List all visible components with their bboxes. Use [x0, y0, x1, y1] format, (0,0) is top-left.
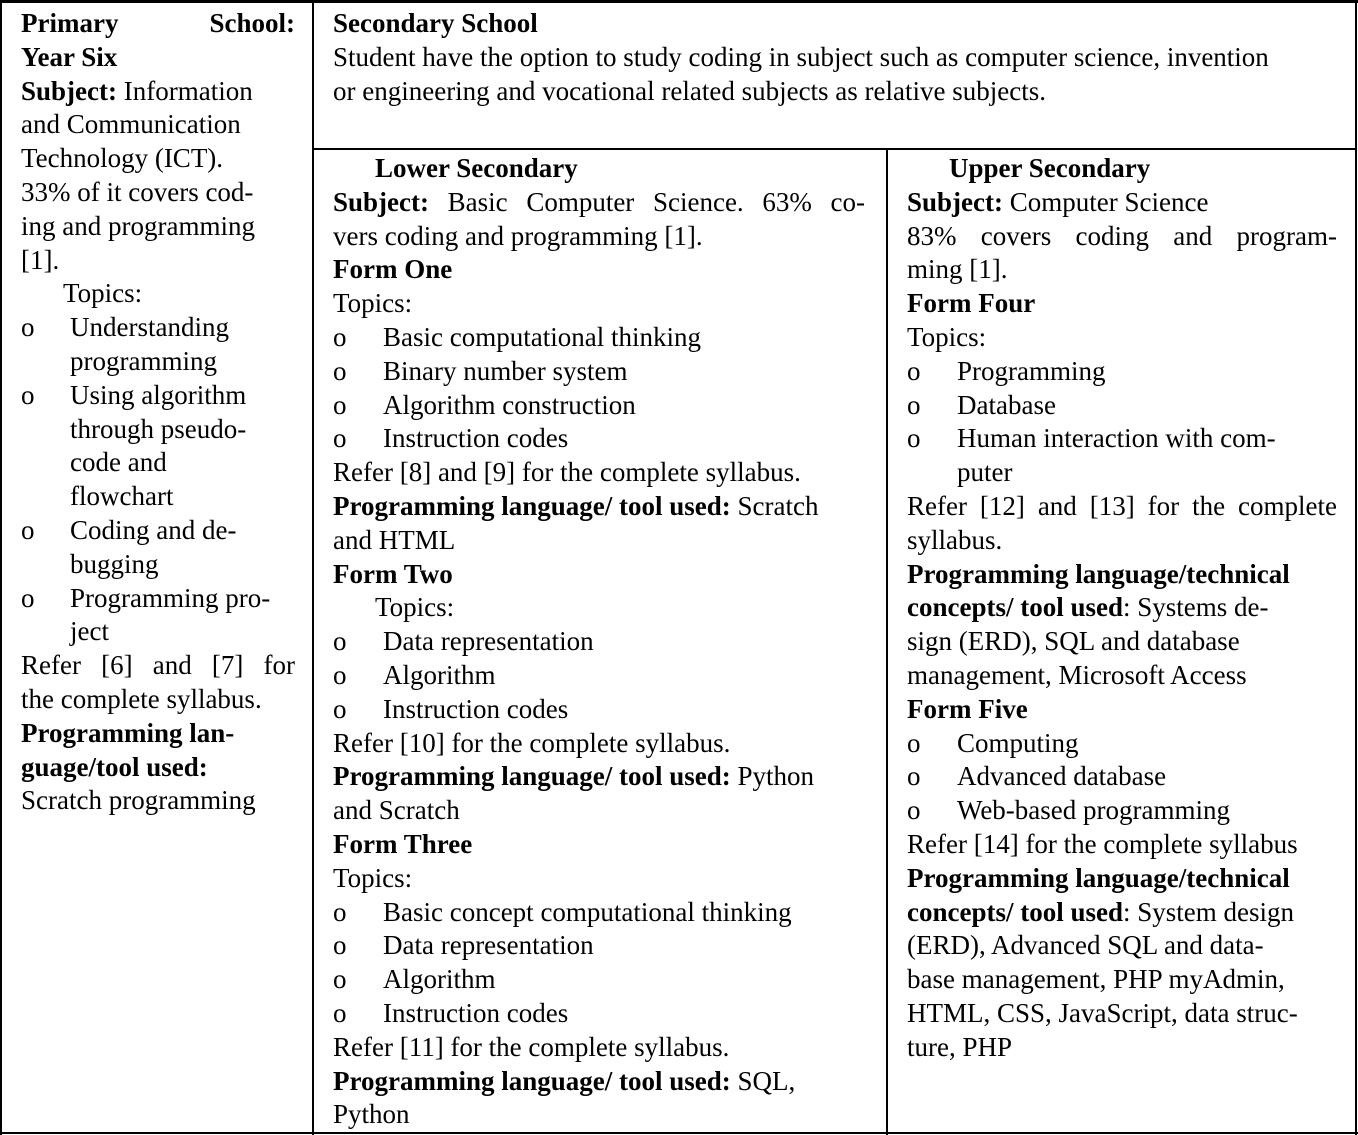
list-item: o Algorithm — [333, 659, 865, 693]
primary-subject-line: 33% of it covers cod- — [21, 176, 254, 207]
lower-subject-line2: vers coding and programming [1]. — [333, 220, 703, 251]
bullet-icon: o — [333, 389, 347, 420]
table-border-right — [1355, 0, 1357, 1135]
lower-secondary-cell — [333, 152, 865, 1132]
primary-prog-label: Programming lan- — [21, 717, 235, 748]
row-divider-secondary — [312, 148, 1357, 150]
primary-prog-label: guage/tool used: — [21, 751, 208, 782]
refer-text: Refer [14] for the complete syllabus — [907, 828, 1298, 859]
prog-language-value: and HTML — [333, 524, 456, 555]
form-two-heading: Form Two — [333, 558, 453, 589]
bullet-icon: o — [333, 964, 347, 995]
refer-text: Refer [8] and [9] for the complete syllabus. — [333, 457, 801, 488]
secondary-school-cell — [333, 7, 1345, 145]
upper-secondary-cell — [907, 152, 1337, 1132]
primary-title-word1: Primary — [21, 8, 119, 38]
prog-language-line: Programming language/ tool used: SQL, — [333, 1065, 796, 1096]
list-item: o Instruction codes — [333, 997, 865, 1031]
bullet-icon: o — [333, 423, 347, 454]
list-item: o Data representation — [333, 625, 865, 659]
primary-title-word2: School: — [209, 8, 295, 38]
list-item: o Binary number system — [333, 355, 865, 389]
list-item: o Algorithm construction — [333, 389, 865, 423]
list-item: o Programming pro- ject — [21, 582, 295, 650]
primary-subject-line: ing and programming — [21, 210, 255, 241]
prog-language-value: management, Microsoft Access — [907, 659, 1247, 690]
list-item: o Instruction codes — [333, 693, 865, 727]
form-five-heading: Form Five — [907, 693, 1028, 724]
form-four-heading: Form Four — [907, 288, 1036, 319]
prog-language-label: Programming language/technical — [907, 558, 1290, 589]
primary-subject-line: Technology (ICT). — [21, 143, 224, 174]
primary-topics-label: Topics: — [63, 278, 143, 309]
prog-language-value: Python — [333, 1099, 410, 1130]
bullet-icon: o — [21, 582, 35, 613]
prog-language-value: (ERD), Advanced SQL and data- — [907, 930, 1264, 961]
list-item: o Web-based programming — [907, 794, 1337, 828]
bullet-icon: o — [333, 997, 347, 1028]
prog-language-value: sign (ERD), SQL and database — [907, 626, 1240, 657]
prog-language-value: ture, PHP — [907, 1031, 1013, 1062]
bullet-icon: o — [21, 312, 35, 343]
bullet-icon: o — [333, 896, 347, 927]
column-divider-primary — [312, 0, 314, 1135]
topics-label: Topics: — [333, 862, 413, 893]
bullet-icon: o — [21, 379, 35, 410]
list-item: o Database — [907, 389, 1337, 423]
upper-secondary-title: Upper Secondary — [949, 153, 1151, 183]
list-item: o Human interaction with com- puter — [907, 422, 1337, 490]
topics-label: Topics: — [375, 592, 455, 623]
list-item: o Algorithm — [333, 963, 865, 997]
bullet-icon: o — [907, 795, 921, 826]
lower-subject-line1: Subject: Basic Computer Science. 63% co- — [333, 186, 865, 217]
bullet-icon: o — [907, 727, 921, 758]
upper-coverage-line2: ming [1]. — [907, 254, 1008, 285]
list-item: o Programming — [907, 355, 1337, 389]
list-item: o Coding and de- bugging — [21, 514, 295, 582]
list-item: o Basic concept computational thinking — [333, 896, 865, 930]
list-item: o Instruction codes — [333, 422, 865, 456]
prog-language-line: Programming language/ tool used: Scratch — [333, 490, 819, 521]
topics-label: Topics: — [333, 288, 413, 319]
primary-title-line2: Year Six — [21, 41, 118, 72]
prog-language-value: HTML, CSS, JavaScript, data struc- — [907, 997, 1298, 1028]
list-item: o Data representation — [333, 929, 865, 963]
table-border-top — [0, 0, 1358, 3]
lower-secondary-title: Lower Secondary — [375, 153, 578, 183]
secondary-description-line: Student have the option to study coding in subject such as computer science, invention — [333, 41, 1269, 72]
primary-refer-line2: the complete syllabus. — [21, 683, 262, 714]
primary-prog-value: Scratch programming — [21, 785, 256, 816]
bullet-icon: o — [333, 930, 347, 961]
primary-refer-line1: Refer [6] and [7] for — [21, 650, 295, 681]
form-one-heading: Form One — [333, 254, 453, 285]
prog-language-value: and Scratch — [333, 795, 460, 826]
bullet-icon: o — [907, 761, 921, 792]
primary-school-cell — [21, 7, 295, 1127]
prog-language-line: concepts/ tool used: Systems de- — [907, 592, 1269, 623]
table-border-left — [0, 0, 2, 1135]
prog-language-label: Programming language/technical — [907, 862, 1290, 893]
bullet-icon: o — [21, 514, 35, 545]
bullet-icon: o — [907, 355, 921, 386]
bullet-icon: o — [333, 355, 347, 386]
refer-text: Refer [10] for the complete syllabus. — [333, 727, 731, 758]
prog-language-line: Programming language/ tool used: Python — [333, 761, 815, 792]
secondary-title: Secondary School — [333, 8, 538, 38]
primary-subject-line: and Communication — [21, 109, 241, 140]
bullet-icon: o — [333, 626, 347, 657]
upper-refer-line2: syllabus. — [907, 524, 1003, 555]
list-item: o Basic computational thinking — [333, 321, 865, 355]
column-divider-lower-upper — [886, 148, 888, 1135]
list-item: o Computing — [907, 727, 1337, 761]
bullet-icon: o — [333, 659, 347, 690]
table-border-bottom — [0, 1132, 1358, 1134]
primary-subject-line: [1]. — [21, 244, 60, 275]
prog-language-value: base management, PHP myAdmin, — [907, 964, 1285, 995]
bullet-icon: o — [907, 389, 921, 420]
upper-subject: Subject: Computer Science — [907, 186, 1209, 217]
prog-language-line: concepts/ tool used: System design — [907, 896, 1295, 927]
refer-text: Refer [11] for the complete syllabus. — [333, 1031, 730, 1062]
form-three-heading: Form Three — [333, 828, 473, 859]
primary-subject: Subject: Information — [21, 75, 253, 106]
list-item: o Advanced database — [907, 760, 1337, 794]
list-item: o Understanding programming — [21, 311, 295, 379]
upper-refer-line1: Refer [12] and [13] for the complete — [907, 490, 1337, 521]
list-item: o Using algorithm through pseudo- code and flowchart — [21, 379, 295, 514]
upper-coverage-line1: 83% covers coding and program- — [907, 220, 1337, 251]
bullet-icon: o — [333, 321, 347, 352]
primary-title-line1 — [21, 7, 295, 41]
bullet-icon: o — [907, 423, 921, 454]
secondary-description-line: or engineering and vocational related subjects as relative subjects. — [333, 75, 1046, 106]
topics-label: Topics: — [907, 321, 987, 352]
bullet-icon: o — [333, 693, 347, 724]
